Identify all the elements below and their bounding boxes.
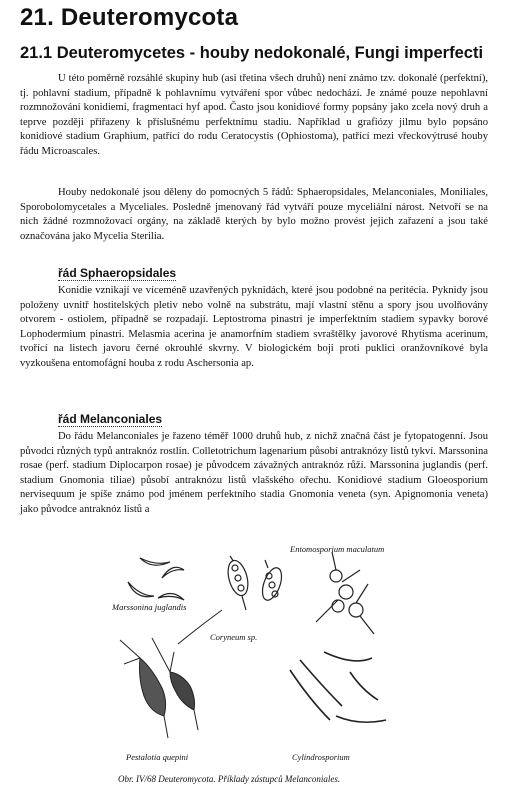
- sphaeropsidales-paragraph: [20, 284, 488, 372]
- entomosporium-drawing: [316, 552, 374, 634]
- intro-text-2: Houby nedokonalé jsou děleny do pomocných 5 řádů: Sphaeropsidales, Melanconiales, Moniliales, Sporobolomycetales a Myceliales. Posledně jmenovaný řád vytváří pouze myceliální nárost. Netvoří se na nich žádné rozmnožovací orgány, na základě kterých by bylo možno provést jejich zařazení a jsou také označována jako Mycelia Sterilia.: [20, 187, 488, 242]
- marssonina-spores-drawing: [128, 558, 184, 600]
- melanconiales-paragraph: [20, 430, 488, 518]
- intro-text-1: U této poměrně rozsáhlé skupiny hub (asi třetina všech druhů) není známo tzv. dokonalé (perfektní), tj. pohlavní stadium, případně k pohlavnímu vytváření spor vůbec nedochází. Je známé pouze nepohlavní rozmnožování konidiemi, fragmentací hyf apod. Často jsou konidiové formy popsány jako zcela nový druh a teprve později přiřazeny k příslušnému perfektnímu stadiu. Například u grafiózy jilmu bylo popsáno konidiové stadium Graphium, patřící do rodu Ceratocystis (Ophiostoma), patřící mezi vřeckovýtrusé houby řádu Microascales.: [20, 73, 488, 157]
- intro-paragraph-2: [20, 186, 488, 244]
- order-heading-melanconiales: [58, 412, 162, 427]
- label-coryneum: Coryneum sp.: [210, 632, 258, 642]
- melanconiales-figure: [110, 540, 500, 772]
- label-entomosporium: Entomosporium maculatum: [290, 544, 385, 554]
- pestalotia-drawing: [120, 610, 222, 738]
- label-pestalotia: Pestalotia quepini: [126, 752, 189, 762]
- sphaeropsidales-text: Konidie vznikají ve víceméně uzavřených pyknidách, které jsou podobné na peritécia. Pyknidy jsou položeny uvnitř hostitelských pletiv nebo volně na substrátu, mají vlastní stěnu a spory jsou uvolňovány otvorem - ostiolem, případně se rozpadají. Leptostroma pinastri je imperfektním stadiem sypavky borové Lophodermium pinastri. Melasmia acerina je anamorfním stadiem svraštělky javorové Rhytisma acerinum, tvořící na listech javoru černé okrouhlé skvrny. V biologickém boji proti puklici oranžovníkové byla vyzkoušena entomofágní houba z rodu Aschersonia ap.: [20, 285, 488, 369]
- chapter-title: 21. Deuteromycota: [20, 4, 239, 31]
- label-cylindrosporium: Cylindrosporium: [292, 752, 350, 762]
- melanconiales-text: Do řádu Melanconiales je řazeno téměř 1000 druhů hub, z nichž značná část je fytopatogenní. Jsou původci různých typů antraknóz rostlin. Colletotrichum lagenarium působí antraknózy listů tykví. Marssonina rosae (perf. stadium Diplocarpon rosae) je původcem závažných antraknóz růží. Marssonina juglandis (perf. stadium Gnomonia tiliae) působí antraknózu listů vlašského ořechu. Konidiové stadium Gloeosporium nervisequum je spíše známo pod jménem perfektního stadia Gnomonia veneta (syn. Apignomonia veneta) jako původce antraknóz listů a: [20, 431, 488, 515]
- coryneum-spores-drawing: [225, 556, 286, 610]
- section-title: 21.1 Deuteromycetes - houby nedokonalé, Fungi imperfecti: [20, 44, 484, 62]
- cylindrosporium-drawing: [290, 652, 386, 722]
- order-heading-text: řád Melanconiales: [58, 412, 163, 426]
- intro-paragraph-1: [20, 72, 488, 160]
- label-marssonina: Marssonina juglandis: [112, 602, 187, 612]
- figure-caption: Obr. IV/68 Deuteromycota. Příklady zástupců Melanconiales.: [118, 774, 341, 784]
- order-heading-text: řád Sphaeropsidales: [58, 266, 177, 280]
- order-heading-sphaeropsidales: [58, 266, 176, 281]
